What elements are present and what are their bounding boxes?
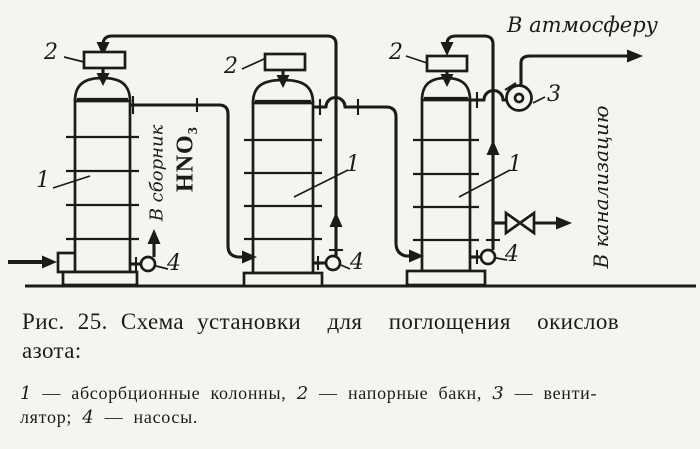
hno3-formula-label: HNO₃ <box>172 126 199 192</box>
figure-legend-line1: 1 — абсорбционные колонны, 2 — напорные бакн, 3 — венти- <box>20 383 598 404</box>
fan-symbol <box>505 50 643 111</box>
callout-column-1a: 1 <box>36 168 50 193</box>
callout-pump-4a: 4 <box>167 251 181 276</box>
pump-2 <box>313 256 340 270</box>
callout-tank-2b: 2 <box>224 54 238 79</box>
to-sewer-label: В канализацию <box>589 105 613 269</box>
sewer-discharge-line <box>493 213 572 233</box>
figure-caption-line2: азота: <box>22 338 82 363</box>
figure-legend-line2: лятор; 4 — насосы. <box>20 407 199 428</box>
column-3-base <box>407 271 485 285</box>
valve-symbol <box>506 213 534 233</box>
gas-inlet-arrow <box>8 253 77 272</box>
absorber-column-2 <box>244 80 322 286</box>
callout-column-1c: 1 <box>508 152 522 177</box>
column-2-base <box>244 273 322 286</box>
to-atmosphere-label: В атмосферу <box>507 13 658 37</box>
callout-column-1b: 1 <box>346 152 360 177</box>
stack-pipe <box>521 56 628 86</box>
column-1-base <box>63 272 137 285</box>
callout-pump-4c: 4 <box>505 242 519 267</box>
callout-tank-2c: 2 <box>389 40 403 65</box>
pump-1 <box>130 229 161 271</box>
pump-3 <box>470 250 495 264</box>
figure-caption-line1: Рис. 25. Схема установки для поглощения окислов <box>22 309 619 334</box>
callout-pump-4b: 4 <box>350 250 364 275</box>
callout-fan-3: 3 <box>547 82 561 107</box>
callout-tank-2a: 2 <box>44 40 58 65</box>
gas-pipe-col3-to-fan <box>470 91 507 109</box>
to-hno3-collector-label: В сборник <box>146 124 168 222</box>
